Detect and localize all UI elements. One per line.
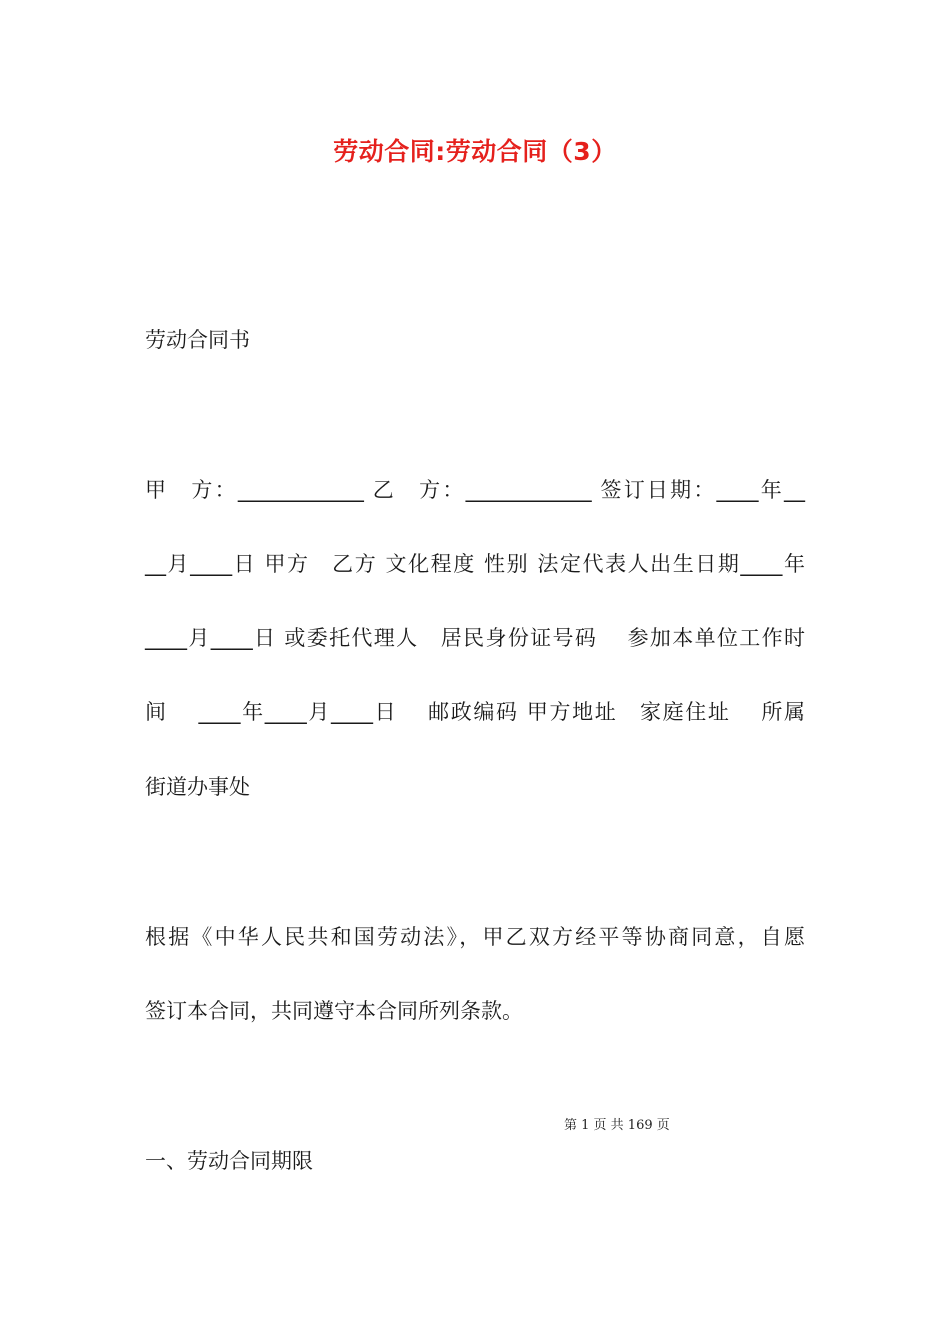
parties-line-3: ____月____日 或委托代理人 居民身份证号码 参加本单位工作时	[145, 626, 805, 650]
parties-line-2: __月____日 甲方 乙方 文化程度 性别 法定代表人出生日期____年	[145, 552, 805, 576]
preamble-line-2: 签订本合同，共同遵守本合同所列条款。	[145, 999, 523, 1023]
parties-line-4: 间 ____年____月____日 邮政编码 甲方地址 家庭住址 所属	[145, 700, 805, 724]
document-subtitle: 劳动合同书	[145, 328, 250, 352]
section-heading: 一、劳动合同期限	[145, 1149, 313, 1173]
parties-line-5: 街道办事处	[145, 775, 250, 799]
parties-line-1: 甲 方：____________ 乙 方：____________ 签订日期：____年__	[145, 478, 805, 502]
document-title: 劳动合同:劳动合同（3）	[333, 137, 617, 166]
page-footer: 第 1 页 共 169 页	[564, 1118, 670, 1133]
preamble-line-1: 根据《中华人民共和国劳动法》，甲乙双方经平等协商同意，自愿	[145, 925, 805, 949]
